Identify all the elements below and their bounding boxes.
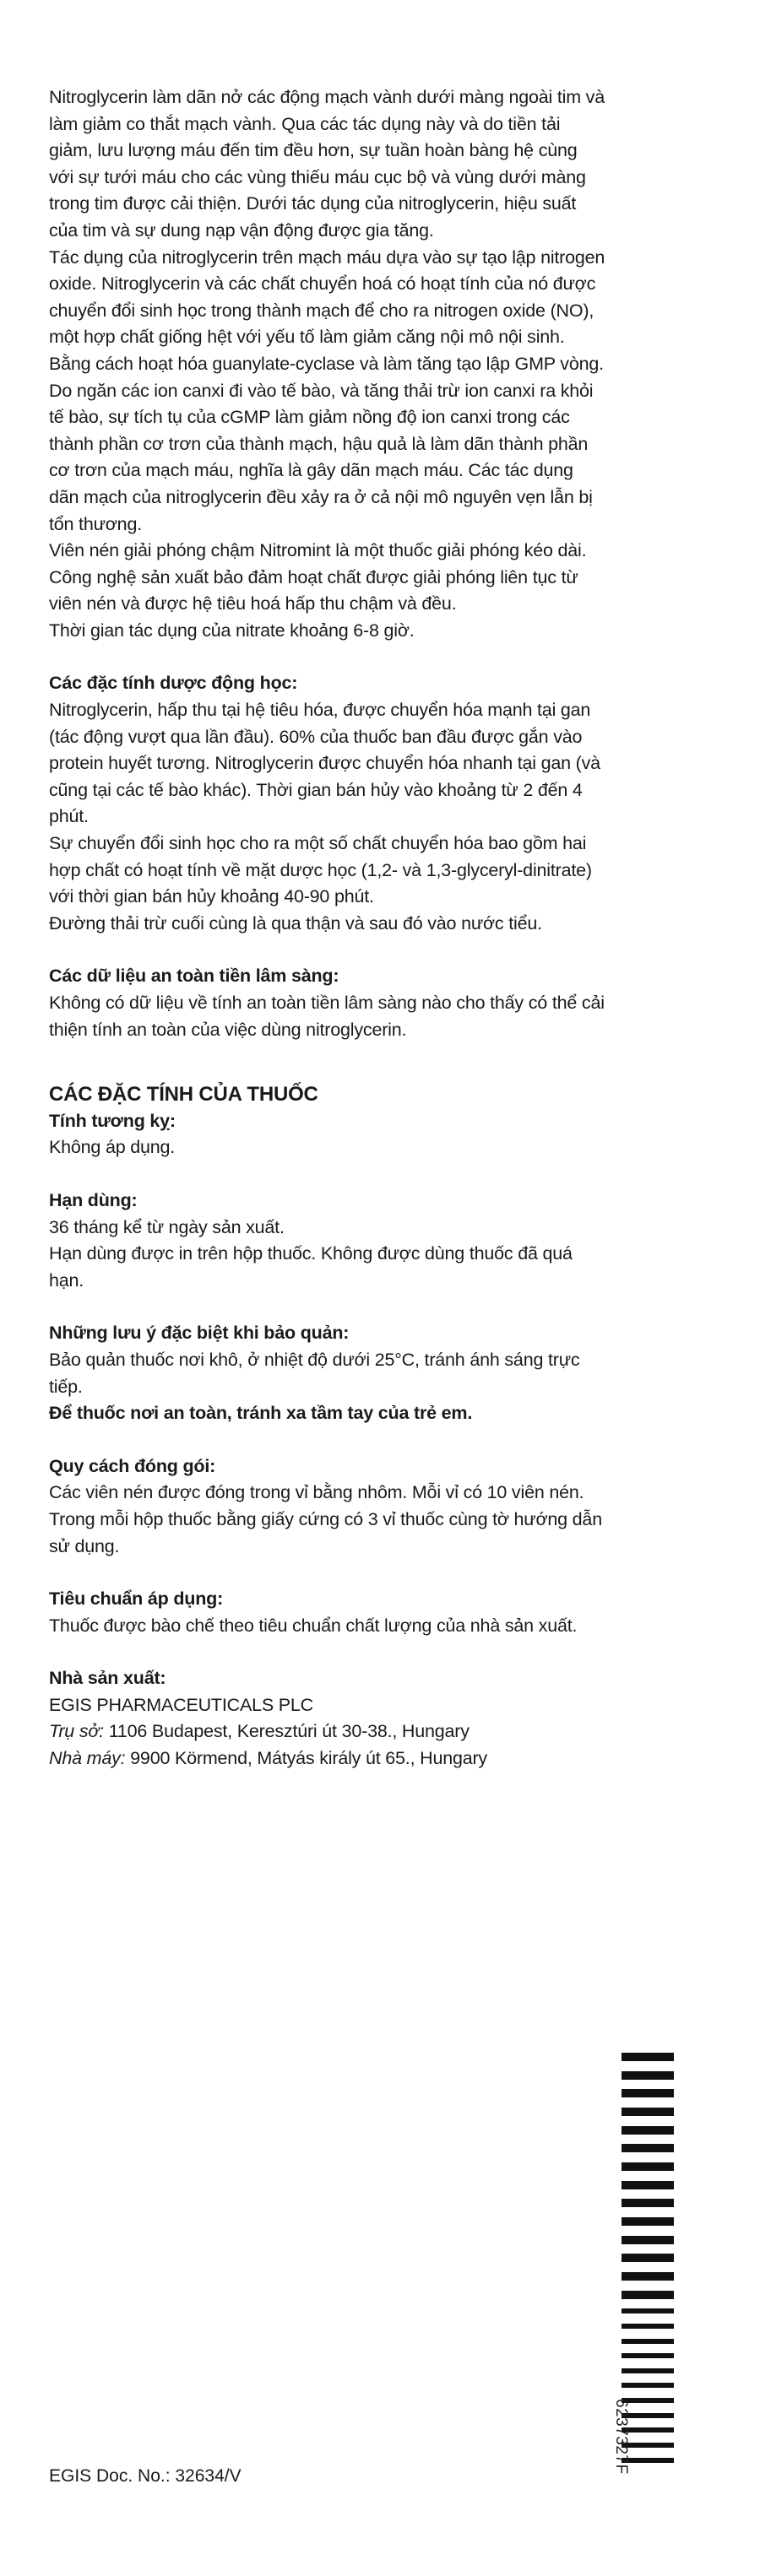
factory-address: 9900 Körmend, Mátyás király út 65., Hungary <box>125 1748 487 1769</box>
paragraph-duration: Thời gian tác dụng của nitrate khoảng 6-8 giờ. <box>49 620 415 641</box>
incompatibility-text: Không áp dụng. <box>49 1137 176 1158</box>
barcode-bar <box>622 2199 674 2207</box>
barcode-bar <box>622 2089 674 2097</box>
pharmacokinetics-paragraph: Đường thải trừ cuối cùng là qua thận và sau đó vào nước tiểu. <box>49 912 542 934</box>
paragraph-extended-release: Viên nén giải phóng chậm Nitromint là một thuốc giải phóng kéo dài. Công nghệ sản xuất bảo đảm hoạt chất được giải phóng liên tục từ viên nén và được hệ tiêu hoá hấp thu chậm và đều. <box>49 540 587 614</box>
pharmacokinetics-heading: Các đặc tính dược động học: <box>49 673 298 694</box>
barcode-bar <box>622 2339 674 2344</box>
barcode-bar <box>622 2144 674 2152</box>
barcode-bar <box>622 2236 674 2244</box>
preclinical-text: Không có dữ liệu về tính an toàn tiền lâm sàng nào cho thấy có thể cải thiện tính an toàn của việc dùng nitroglycerin. <box>49 993 605 1040</box>
manufacturer-factory <box>49 1745 606 1772</box>
storage-warning: Để thuốc nơi an toàn, tránh xa tầm tay của trẻ em. <box>49 1403 473 1424</box>
standard-text: Thuốc được bào chế theo tiêu chuẩn chất lượng của nhà sản xuất. <box>49 1615 578 1636</box>
drug-properties-title: CÁC ĐẶC TÍNH CỦA THUỐC <box>49 1083 318 1107</box>
shelf-life-line: Hạn dùng được in trên hộp thuốc. Không được dùng thuốc đã quá hạn. <box>49 1243 573 1291</box>
shelf-life-heading: Hạn dùng: <box>49 1189 138 1210</box>
barcode-bar <box>622 2217 674 2226</box>
storage-heading: Những lưu ý đặc biệt khi bảo quản: <box>49 1323 350 1344</box>
packaging-line: Trong mỗi hộp thuốc bằng giấy cứng có 3 vỉ thuốc cùng tờ hướng dẫn sử dụng. <box>49 1508 602 1556</box>
shelf-life-line: 36 tháng kể từ ngày sản xuất. <box>49 1216 285 1237</box>
barcode-bar <box>622 2383 674 2388</box>
barcode-bar <box>622 2254 674 2262</box>
barcode-bar <box>622 2291 674 2299</box>
packaging-line: Các viên nén được đóng trong vỉ bằng nhôm. Mỗi vỉ có 10 viên nén. <box>49 1482 584 1503</box>
packaging-heading: Quy cách đóng gói: <box>49 1455 216 1476</box>
barcode-bar <box>622 2071 674 2080</box>
barcode-bar <box>622 2272 674 2281</box>
standard-heading: Tiêu chuẩn áp dụng: <box>49 1588 224 1610</box>
document-body <box>49 84 606 1772</box>
barcode-bar <box>622 2353 674 2358</box>
barcode-bar <box>622 2053 674 2061</box>
barcode-bar <box>622 2108 674 2116</box>
factory-label: Nhà máy: <box>49 1748 126 1769</box>
pharmacokinetics-paragraph: Nitroglycerin, hấp thu tại hệ tiêu hóa, được chuyển hóa mạnh tại gan (tác động vượt qua lần đầu). 60% của thuốc ban đầu được gắn vào protein huyết tương. Nitroglycerin được chuyển hóa nhanh tại gan (và cũng tại các tế bào khác). Thời gian bán hủy vào khoảng từ 2 đến 4 phút. <box>49 700 600 827</box>
barcode-bar <box>622 2368 674 2373</box>
barcode-code-text: 6237327F <box>612 2399 630 2475</box>
pharmacokinetics-paragraph: Sự chuyển đổi sinh học cho ra một số chất chuyển hóa bao gồm hai hợp chất có hoạt tính về mặt dược học (1,2- và 1,3-glyceryl-dinitrate) với thời gian bán hủy khoảng 40-90 phút. <box>49 833 592 907</box>
incompatibility-heading: Tính tương kỵ: <box>49 1110 176 1131</box>
manufacturer-heading: Nhà sản xuất: <box>49 1668 166 1689</box>
document-number-footer: EGIS Doc. No.: 32634/V <box>49 2466 242 2486</box>
barcode-bar <box>622 2308 674 2314</box>
storage-text: Bảo quản thuốc nơi khô, ở nhiệt độ dưới 25°C, tránh ánh sáng trực tiếp. <box>49 1349 580 1397</box>
preclinical-heading: Các dữ liệu an toàn tiền lâm sàng: <box>49 966 339 987</box>
paragraph-mechanism-1: Nitroglycerin làm dãn nở các động mạch vành dưới màng ngoài tim và làm giảm co thắt mạch vành. Qua các tác dụng này và do tiền tải giảm, lưu lượng máu đến tim đều hơn, sự tuần hoàn bàng hệ cùng với sự tưới máu cho các vùng thiếu máu cục bộ và vùng dưới màng trong tim được cải thiện. Dưới tác dụng của nitroglycerin, hiệu suất của tim và sự dung nạp vận động được gia tăng. <box>49 87 605 241</box>
office-label: Trụ sở: <box>49 1721 104 1742</box>
manufacturer-office <box>49 1718 606 1745</box>
manufacturer-name: EGIS PHARMACEUTICALS PLC <box>49 1694 313 1715</box>
office-address: 1106 Budapest, Keresztúri út 30-38., Hungary <box>103 1721 470 1742</box>
barcode-bar <box>622 2181 674 2189</box>
barcode-bar <box>622 2324 674 2329</box>
paragraph-mechanism-2: Tác dụng của nitroglycerin trên mạch máu dựa vào sự tạo lập nitrogen oxide. Nitroglycerin và các chất chuyển hoá có hoạt tính của nó được chuyển đổi sinh học trong thành mạch để cho ra nitrogen oxide (NO), một hợp chất giống hệt với yếu tố làm giảm căng nội mô nội sinh. Bằng cách hoạt hóa guanylate-cyclase và làm tăng tạo lập GMP vòng. Do ngăn các ion canxi đi vào tế bào, và tăng thải trừ ion canxi ra khỏi tế bào, sự tích tụ của cGMP làm giảm nồng độ ion canxi trong các thành phần cơ trơn của thành mạch, hậu quả là làm dãn thành phần cơ trơn của mạch máu, nghĩa là gây dãn mạch máu. Các tác dụng dãn mạch của nitroglycerin đều xảy ra ở cả nội mô nguyên vẹn lẫn bị tổn thương. <box>49 246 605 534</box>
barcode-bar <box>622 2126 674 2135</box>
barcode-bar <box>622 2162 674 2171</box>
